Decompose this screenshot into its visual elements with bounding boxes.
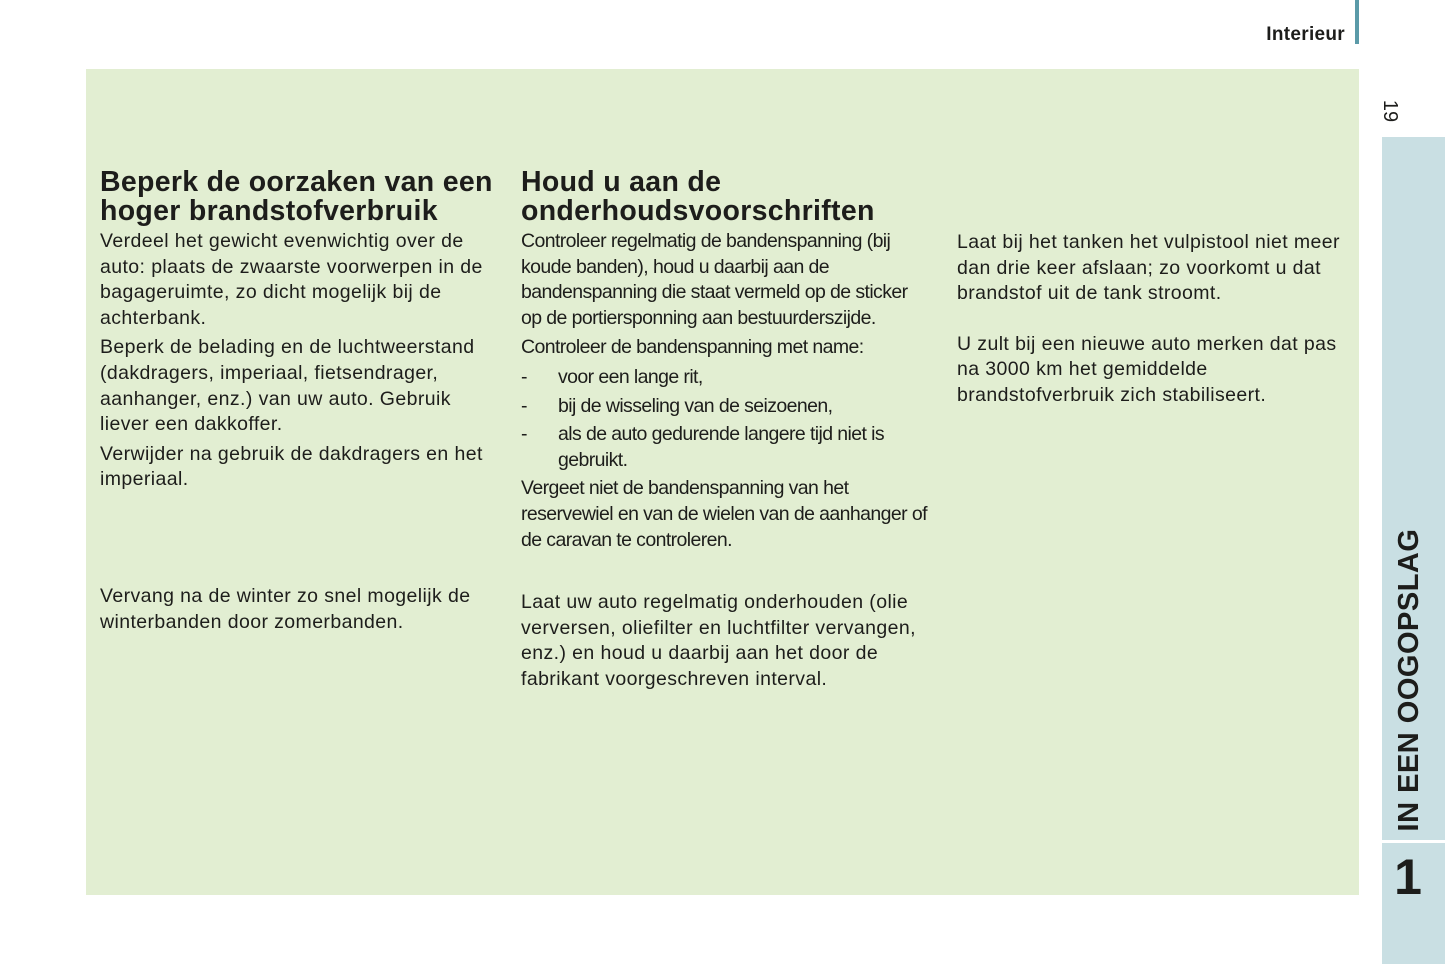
chapter-label: IN EEN OOGOPSLAG: [1393, 528, 1425, 832]
paragraph-tyre-pressure: Controleer regelmatig de bandenspanning (bij koude banden), houd u daarbij aan de bandenspanning die staat vermeld op de sticker op de portiersponning aan bestuurderszijde.: [521, 230, 908, 329]
paragraph-new-car: U zult bij een nieuwe auto merken dat pas na 3000 km het gemiddelde brandstofverbruik zich stabiliseert.: [957, 332, 1337, 406]
paragraph-spare-wheel: Vergeet niet de bandenspanning van het reservewiel en van de wielen van de aanhanger of de caravan te controleren.: [521, 477, 927, 551]
header-rule: [1355, 0, 1359, 44]
list-item: - voor een lange rit,: [521, 365, 703, 388]
page-number: 19: [1379, 99, 1401, 123]
heading-fuel-consumption: Beperk de oorzaken van een hoger brandstofverbruik: [100, 166, 493, 227]
column-maintenance: [521, 168, 931, 693]
paragraph-roof-rack: Verwijder na gebruik de dakdragers en het imperiaal.: [100, 442, 483, 491]
tyre-check-list: [521, 365, 931, 473]
paragraph-winter-tyres: Vervang na de winter zo snel mogelijk de winterbanden door zomerbanden.: [100, 584, 471, 633]
chapter-rule: [1382, 840, 1445, 843]
paragraph-refuelling: Laat bij het tanken het vulpistool niet meer dan drie keer afslaan; zo voorkomt u dat brandstof uit de tank stroomt.: [957, 231, 1340, 305]
list-item: - als de auto gedurende langere tijd niet is gebruikt.: [521, 423, 885, 471]
column-refuelling: [957, 230, 1357, 409]
column-fuel-consumption: [100, 168, 500, 635]
paragraph-load: Beperk de belading en de luchtweerstand (dakdragers, imperiaal, fietsendrager, aanhanger, enz.) van uw auto. Gebruik liever een dakkoffer.: [100, 336, 475, 436]
paragraph-check-when: Controleer de bandenspanning met name:: [521, 336, 864, 359]
list-item: - bij de wisseling van de seizoenen,: [521, 394, 833, 417]
section-title: Interieur: [1266, 24, 1345, 45]
chapter-number: 1: [1394, 849, 1422, 905]
paragraph-servicing: Laat uw auto regelmatig onderhouden (olie verversen, oliefilter en luchtfilter vervangen, enz.) en houd u daarbij aan het door de fabrikant voorgeschreven interval.: [521, 591, 916, 690]
heading-maintenance: Houd u aan de onderhoudsvoorschriften: [521, 166, 875, 227]
paragraph-weight: Verdeel het gewicht evenwichtig over de auto: plaats de zwaarste voorwerpen in de bagageruimte, zo dicht mogelijk bij de achterbank.: [100, 230, 483, 329]
